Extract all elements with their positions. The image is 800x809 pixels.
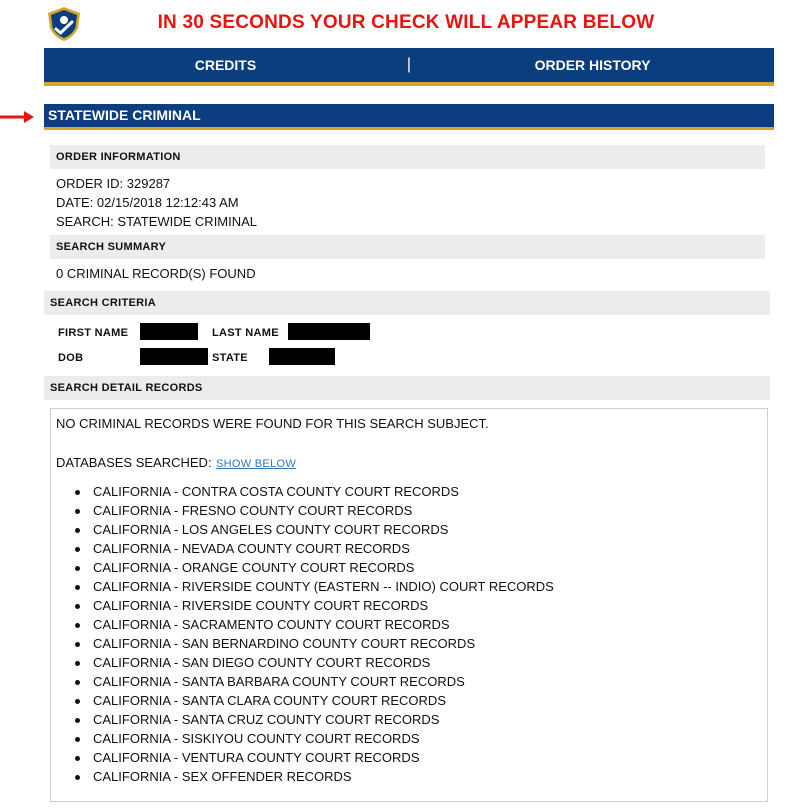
state-label: STATE <box>212 352 248 364</box>
database-name: CALIFORNIA - SEX OFFENDER RECORDS <box>93 769 352 784</box>
list-item <box>51 558 767 577</box>
database-name: CALIFORNIA - ORANGE COUNTY COURT RECORDS <box>93 560 415 575</box>
order-id: ORDER ID: 329287 <box>56 176 171 191</box>
list-item <box>51 577 767 596</box>
search-criteria-heading: SEARCH CRITERIA <box>44 291 770 315</box>
tab-credits[interactable]: CREDITS <box>194 57 257 73</box>
shield-check-icon <box>46 6 82 42</box>
arrow-right-icon <box>0 110 36 124</box>
records-found-count: 0 CRIMINAL RECORD(S) FOUND <box>56 266 256 281</box>
database-name: CALIFORNIA - RIVERSIDE COUNTY COURT RECORDS <box>93 598 429 613</box>
database-name: CALIFORNIA - SAN BERNARDINO COUNTY COURT RECORDS <box>93 636 476 651</box>
list-item <box>51 691 767 710</box>
nav-separator: | <box>406 56 412 73</box>
bullet-icon <box>75 699 80 704</box>
list-item <box>51 539 767 558</box>
list-item <box>51 710 767 729</box>
list-item <box>51 596 767 615</box>
database-name: CALIFORNIA - RIVERSIDE COUNTY (EASTERN -- INDIO) COURT RECORDS <box>93 579 554 594</box>
bullet-icon <box>75 623 80 628</box>
dob-label: DOB <box>58 352 84 364</box>
last-name-redacted <box>288 323 370 340</box>
list-item <box>51 501 767 520</box>
search-detail-heading: SEARCH DETAIL RECORDS <box>44 376 770 400</box>
databases-searched-label: DATABASES SEARCHED: <box>56 455 212 470</box>
database-name: CALIFORNIA - SANTA BARBARA COUNTY COURT RECORDS <box>93 674 465 689</box>
database-name: CALIFORNIA - SAN DIEGO COUNTY COURT RECORDS <box>93 655 431 670</box>
bullet-icon <box>75 756 80 761</box>
bullet-icon <box>75 604 80 609</box>
state-redacted <box>269 348 335 365</box>
order-search-type: SEARCH: STATEWIDE CRIMINAL <box>56 214 258 229</box>
tab-order-history[interactable]: ORDER HISTORY <box>534 57 651 73</box>
list-item <box>51 520 767 539</box>
bullet-icon <box>75 680 80 685</box>
last-name-label: LAST NAME <box>212 327 279 339</box>
list-item <box>51 748 767 767</box>
database-name: CALIFORNIA - SANTA CRUZ COUNTY COURT RECORDS <box>93 712 440 727</box>
list-item <box>51 653 767 672</box>
list-item <box>51 482 767 501</box>
dob-redacted <box>140 348 208 365</box>
database-name: CALIFORNIA - LOS ANGELES COUNTY COURT RECORDS <box>93 522 449 537</box>
list-item <box>51 672 767 691</box>
database-name: CALIFORNIA - NEVADA COUNTY COURT RECORDS <box>93 541 410 556</box>
database-name: CALIFORNIA - FRESNO COUNTY COURT RECORDS <box>93 503 413 518</box>
first-name-redacted <box>140 323 198 340</box>
database-name: CALIFORNIA - SANTA CLARA COUNTY COURT RECORDS <box>93 693 446 708</box>
bullet-icon <box>75 585 80 590</box>
search-summary-heading: SEARCH SUMMARY <box>50 235 765 259</box>
order-information-heading: ORDER INFORMATION <box>50 145 765 169</box>
list-item <box>51 634 767 653</box>
search-detail-panel <box>50 408 768 802</box>
bullet-icon <box>75 718 80 723</box>
show-below-link[interactable]: SHOW BELOW <box>216 458 297 470</box>
bullet-icon <box>75 737 80 742</box>
bullet-icon <box>75 775 80 780</box>
database-name: CALIFORNIA - SACRAMENTO COUNTY COURT RECORDS <box>93 617 450 632</box>
bullet-icon <box>75 566 80 571</box>
list-item <box>51 729 767 748</box>
section-title: STATEWIDE CRIMINAL <box>44 104 774 130</box>
banner-message: IN 30 SECONDS YOUR CHECK WILL APPEAR BELOW <box>157 12 655 33</box>
databases-list <box>51 482 767 786</box>
main-nav <box>44 48 774 86</box>
first-name-label: FIRST NAME <box>58 327 129 339</box>
no-records-message: NO CRIMINAL RECORDS WERE FOUND FOR THIS SEARCH SUBJECT. <box>56 416 489 431</box>
bullet-icon <box>75 528 80 533</box>
list-item <box>51 615 767 634</box>
bullet-icon <box>75 642 80 647</box>
bullet-icon <box>75 509 80 514</box>
bullet-icon <box>75 661 80 666</box>
database-name: CALIFORNIA - CONTRA COSTA COUNTY COURT RECORDS <box>93 484 459 499</box>
list-item <box>51 767 767 786</box>
databases-searched-row <box>56 453 296 472</box>
order-date: DATE: 02/15/2018 12:12:43 AM <box>56 195 239 210</box>
database-name: CALIFORNIA - VENTURA COUNTY COURT RECORDS <box>93 750 420 765</box>
database-name: CALIFORNIA - SISKIYOU COUNTY COURT RECORDS <box>93 731 420 746</box>
bullet-icon <box>75 547 80 552</box>
bullet-icon <box>75 490 80 495</box>
